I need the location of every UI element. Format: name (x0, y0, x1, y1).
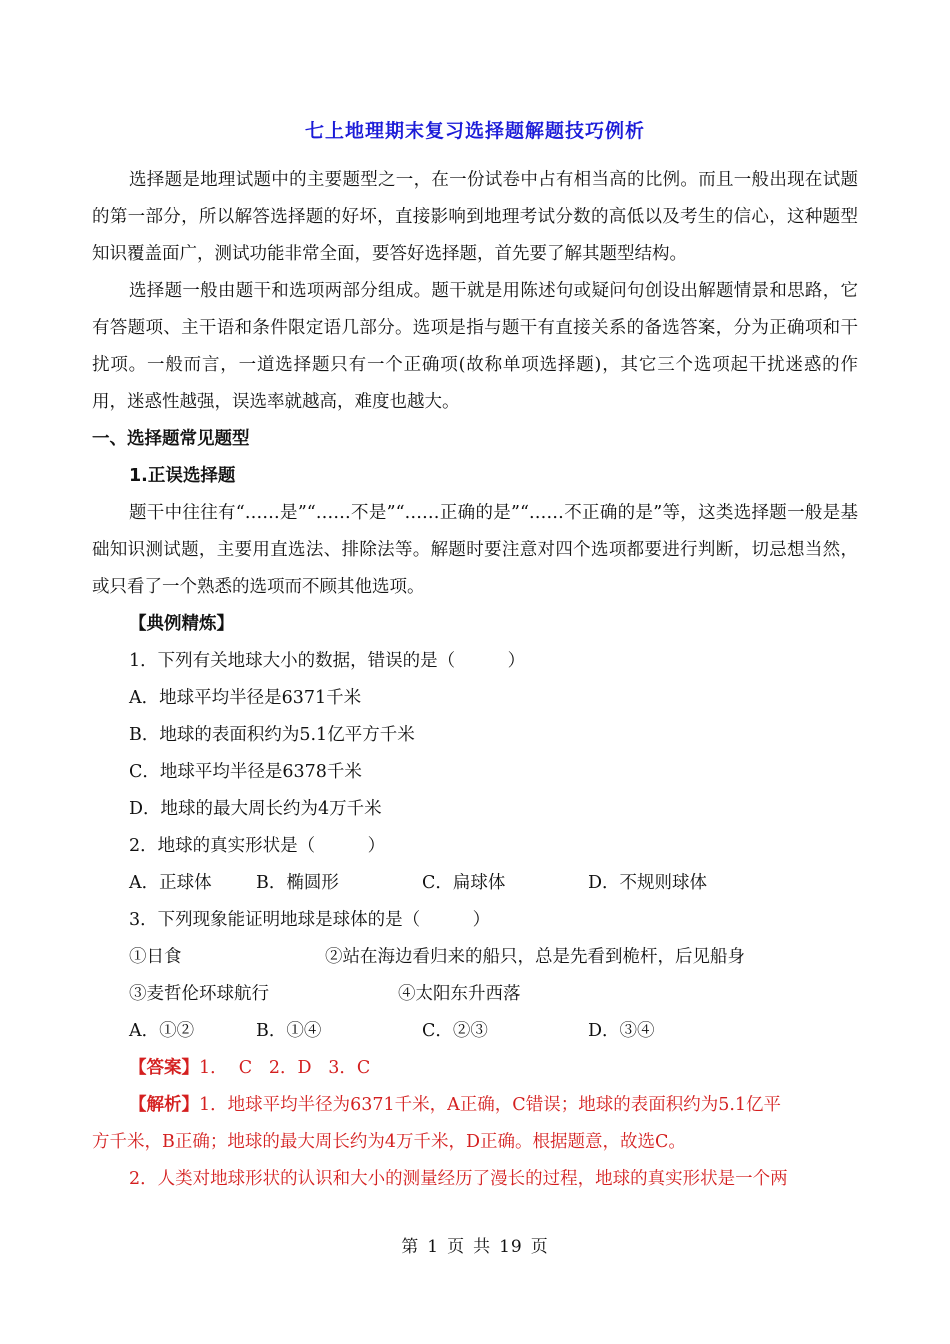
footer-prefix: 第 (401, 1237, 420, 1257)
footer-total-pages: 19 (499, 1237, 523, 1257)
analysis-line-3: 2．人类对地球形状的认识和大小的测量经历了漫长的过程，地球的真实形状是一个两 (129, 1169, 788, 1189)
analysis-line-1 (129, 1087, 781, 1124)
intro-paragraph-1: 选择题是地理试题中的主要题型之一，在一份试卷中占有相当高的比例。而且一般出现在试题的第一部分，所以解答选择题的好坏，直接影响到地理考试分数的高低以及考生的信心，这种题型知识覆盖面广，测试功能非常全面，要答好选择题，首先要了解其题型结构。 (92, 170, 858, 264)
analysis-text-1: 1．地球平均半径为6371千米，A正确，C错误；地球的表面积约为5.1亿平 (199, 1095, 782, 1115)
question-3-statement-1: ①日食 (129, 947, 182, 967)
question-1-option-a: A．地球平均半径是6371千米 (129, 688, 362, 708)
section-heading: 一、选择题常见题型 (92, 429, 250, 449)
question-3-option-b: B．①④ (256, 1021, 322, 1041)
question-1-option-b: B．地球的表面积约为5.1亿平方千米 (129, 725, 415, 745)
question-1-stem: 1．下列有关地球大小的数据，错误的是（ ） (129, 651, 526, 671)
question-3-statement-2: ②站在海边看归来的船只，总是先看到桅杆，后见船身 (325, 947, 745, 967)
document-title: 七上地理期末复习选择题解题技巧例析 (304, 120, 645, 142)
subsection-heading: 1.正误选择题 (129, 466, 236, 486)
question-2-stem: 2．地球的真实形状是（ ） (129, 836, 386, 856)
footer-page-number: 1 (427, 1237, 440, 1257)
question-3-statement-3: ③麦哲伦环球航行 (129, 984, 269, 1004)
question-3-option-a: A．①② (129, 1021, 195, 1041)
example-label: 【典例精炼】 (129, 614, 234, 634)
subsection-description: 题干中往往有“……是”“……不是”“……正确的是”“……不正确的是”等，这类选择题一般是基础知识测试题，主要用直选法、排除法等。解题时要注意对四个选项都要进行判断，切忌想当然，或只看了一个熟悉的选项而不顾其他选项。 (92, 503, 858, 597)
question-3-option-c: C．②③ (422, 1021, 488, 1041)
question-2-option-c: C．扁球体 (422, 873, 506, 893)
question-3-stem: 3．下列现象能证明地球是球体的是（ ） (129, 910, 491, 930)
question-1-option-d: D．地球的最大周长约为4万千米 (129, 799, 382, 819)
question-1-option-c: C．地球平均半径是6378千米 (129, 762, 362, 782)
question-3-option-d: D．③④ (588, 1021, 655, 1041)
footer-total-word: 共 (473, 1237, 492, 1257)
question-3-statement-4: ④太阳东升西落 (398, 984, 521, 1004)
question-2-option-a: A．正球体 (129, 873, 212, 893)
question-2-option-b: B．椭圆形 (256, 873, 339, 893)
answer-line (129, 1050, 370, 1087)
answer-text: 1． C 2．D 3．C (199, 1058, 371, 1078)
footer-suffix: 页 (530, 1237, 549, 1257)
page-footer (0, 1232, 950, 1257)
analysis-label: 【解析】 (129, 1095, 199, 1115)
footer-page-word: 页 (447, 1237, 466, 1257)
question-2-option-d: D．不规则球体 (588, 873, 708, 893)
analysis-line-2: 方千米，B正确；地球的最大周长约为4万千米，D正确。根据题意，故选C。 (92, 1132, 686, 1152)
intro-paragraph-2: 选择题一般由题干和选项两部分组成。题干就是用陈述句或疑问句创设出解题情景和思路，它有答题项、主干语和条件限定语几部分。选项是指与题干有直接关系的备选答案，分为正确项和干扰项。一般而言，一道选择题只有一个正确项(故称单项选择题)，其它三个选项起干扰迷惑的作用，迷惑性越强，误选率就越高，难度也越大。 (92, 281, 858, 412)
answer-label: 【答案】 (129, 1058, 199, 1078)
